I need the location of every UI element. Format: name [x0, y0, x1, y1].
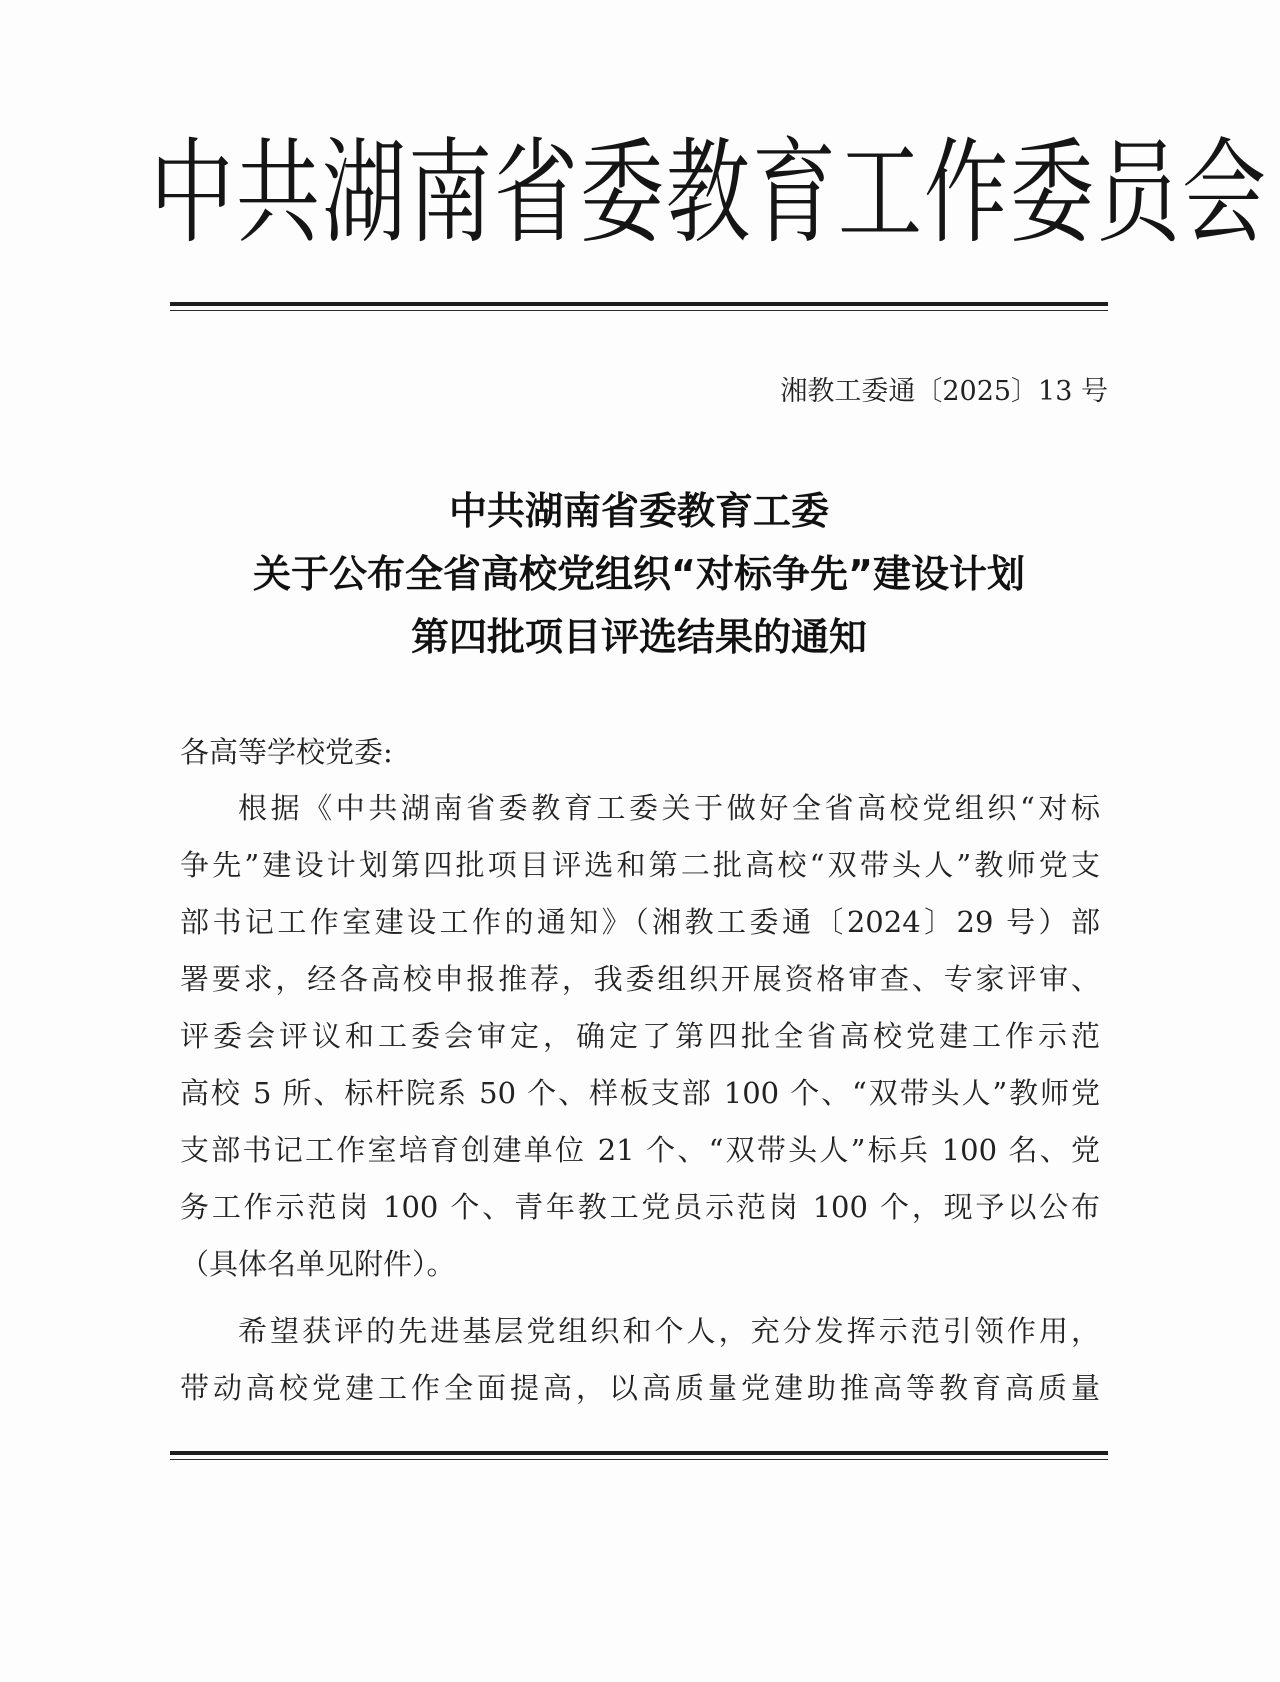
notice-title — [170, 480, 1108, 669]
paragraph-1-line: 高校 5 所、标杆院系 50 个、样板支部 100 个、“双带头人”教师党 — [180, 1076, 1100, 1110]
notice-body — [180, 780, 1100, 1417]
footer-divider-thin-line — [170, 1459, 1108, 1460]
paragraph-1-line: （具体名单见附件）。 — [180, 1247, 456, 1281]
paragraph-1-line: 务工作示范岗 100 个、青年教工党员示范岗 100 个，现予以公布 — [180, 1190, 1100, 1224]
salutation: 各高等学校党委: — [180, 735, 393, 769]
footer-divider-thick-line — [170, 1451, 1108, 1455]
document-number: 湘教工委通〔2025〕13 号 — [780, 376, 1108, 407]
paragraph-2-line: 带动高校党建工作全面提高，以高质量党建助推高等教育高质量 — [180, 1371, 1100, 1405]
paragraph-1-line: 支部书记工作室培育创建单位 21 个、“双带头人”标兵 100 名、党 — [180, 1133, 1100, 1167]
issuing-organization-header: 中共湖南省委教育工作委员会 — [150, 126, 1269, 260]
notice-title-line-3: 第四批项目评选结果的通知 — [410, 615, 867, 659]
paragraph-1-line: 评委会评议和工委会审定，确定了第四批全省高校党建工作示范 — [180, 1019, 1100, 1053]
header-divider-thick-line — [170, 302, 1108, 306]
paragraph-1-line: 署要求，经各高校申报推荐，我委组织开展资格审查、专家评审、 — [180, 962, 1100, 996]
paragraph-1-line: 部书记工作室建设工作的通知》（湘教工委通〔2024〕29 号）部 — [180, 905, 1100, 939]
paragraph-1-line: 根据《中共湖南省委教育工委关于做好全省高校党组织“对标 — [238, 791, 1100, 825]
paragraph-gap — [180, 1293, 1100, 1303]
header-divider-thin-line — [170, 310, 1108, 311]
footer-divider — [170, 1451, 1108, 1460]
header-divider — [170, 302, 1108, 311]
paragraph-1-line: 争先”建设计划第四批项目评选和第二批高校“双带头人”教师党支 — [180, 848, 1100, 882]
notice-title-line-2: 关于公布全省高校党组织“对标争先”建设计划 — [253, 552, 1025, 596]
notice-title-line-1: 中共湖南省委教育工委 — [448, 489, 829, 533]
paragraph-2-line: 希望获评的先进基层党组织和个人，充分发挥示范引领作用， — [238, 1314, 1100, 1348]
